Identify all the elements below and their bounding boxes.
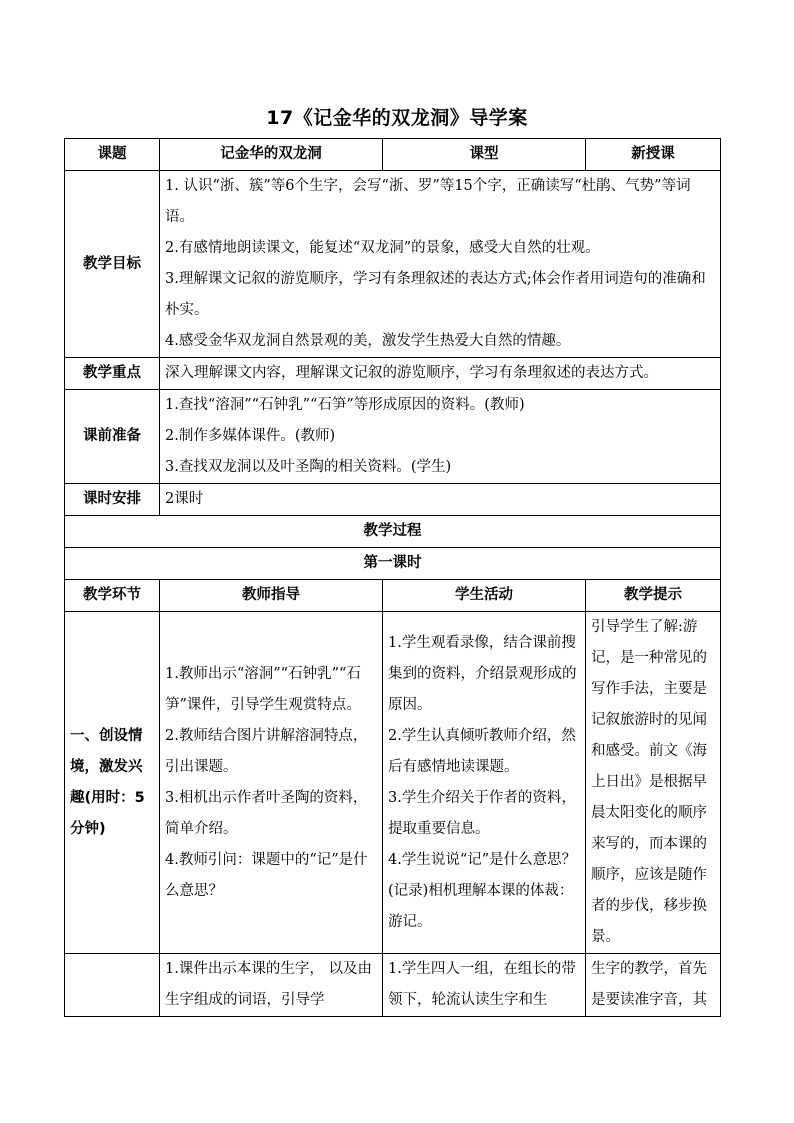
lesson-plan-table [64,138,721,1017]
student-activity [383,954,586,1017]
preparation-item: 2.制作多媒体课件。(教师) [165,428,336,444]
preparation-item: 1.查找“溶洞”“石钟乳”“石笋”等形成原因的资料。(教师) [165,397,525,413]
teacher-guidance [160,954,383,1017]
student-step: 1.学生观看录像，结合课前搜集到的资料，介绍景观形成的原因。 [388,634,577,713]
goal-item: 2.有感情地朗读课文，能复述“双龙洞”的景象，感受大自然的壮观。 [165,240,600,256]
section-row [65,954,721,1017]
teacher-step: 1.教师出示“溶洞”“石钟乳”“石笋”课件，引导学生观赏特点。 [165,665,361,713]
teacher-step: 3.相机出示作者叶圣陶的资料，简单介绍。 [165,789,368,837]
type-value: 新授课 [586,139,721,171]
teacher-step: 2.教师结合图片讲解溶洞特点，引出课题。 [165,727,368,775]
preparation-label: 课前准备 [65,390,160,484]
preparation-item: 3.查找双龙洞以及叶圣陶的相关资料。(学生) [165,459,452,475]
subject-value: 记金华的双龙洞 [160,139,383,171]
goal-item: 3.理解课文记叙的游览顺序，学习有条理叙述的表达方式;体会作者用词造句的准确和朴实。 [165,271,706,318]
schedule-row [65,484,721,516]
student-step: 3.学生介绍关于作者的资料，提取重要信息。 [388,789,576,837]
header-row [65,139,721,171]
key-points-label: 教学重点 [65,358,160,390]
goal-item: 4.感受金华双龙洞自然景观的美，激发学生热爱大自然的情趣。 [165,333,571,349]
lesson-title: 第一课时 [65,548,721,580]
student-step: 2.学生认真倾听教师介绍，然后有感情地读课题。 [388,727,576,775]
schedule-text: 2课时 [160,484,721,516]
section-name [65,954,160,1017]
column-header: 教师指导 [160,580,383,612]
goals-label: 教学目标 [65,171,160,358]
section-name: 一、创设情境，激发兴趣(用时：5分钟) [65,612,160,954]
preparation-content [160,390,721,484]
column-header: 教学提示 [586,580,721,612]
subject-label: 课题 [65,139,160,171]
column-header-row [65,580,721,612]
process-title: 教学过程 [65,516,721,548]
goals-row [65,171,721,358]
type-label: 课型 [383,139,586,171]
section-row [65,612,721,954]
key-points-text: 深入理解课文内容，理解课文记叙的游览顺序，学习有条理叙述的表达方式。 [160,358,721,390]
teaching-tip: 生字的教学，首先是要读准字音，其 [586,954,721,1017]
teacher-guidance [160,612,383,954]
preparation-row [65,390,721,484]
column-header: 学生活动 [383,580,586,612]
student-step: 1.学生四人一组，在组长的带领下，轮流认读生字和生 [388,961,576,1008]
column-header: 教学环节 [65,580,160,612]
lesson-title-row [65,548,721,580]
process-title-row [65,516,721,548]
page-title: 17《记金华的双龙洞》导学案 [266,107,528,129]
schedule-label: 课时安排 [65,484,160,516]
student-step: 4.学生说说“记”是什么意思？(记录)相机理解本课的体裁：游记。 [388,851,577,930]
key-points-row [65,358,721,390]
teaching-tip: 引导学生了解:游记，是一种常见的写作手法，主要是记叙旅游时的见闻和感受。前文《海上日出》是根据早晨太阳变化的顺序来写的，而本课的顺序，应该是随作者的步伐，移步换景。 [586,612,721,954]
student-activity [383,612,586,954]
teacher-step: 4.教师引问：课题中的“记”是什么意思？ [165,851,368,899]
goals-content [160,171,721,358]
teacher-step: 1.课件出示本课的生字， 以及由生字组成的词语，引导学 [165,961,372,1008]
goal-item: 1. 认识“浙、簇”等6个生字，会写“浙、罗”等15个字，正确读写“杜鹃、气势”等词语。 [165,178,691,225]
